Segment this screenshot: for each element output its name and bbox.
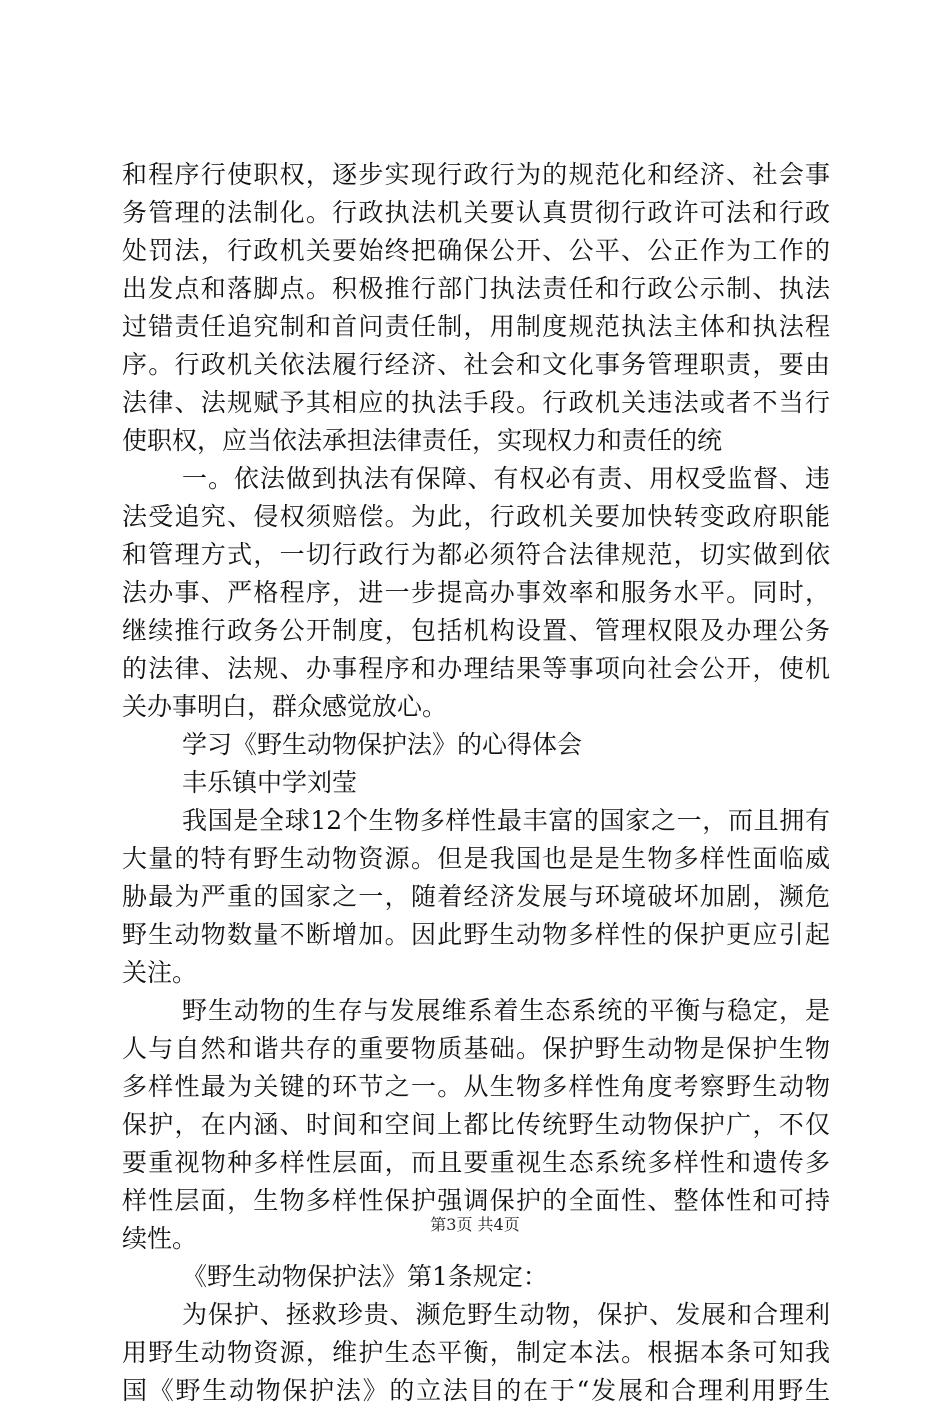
text-line: 大量的特有野生动物资源。但是我国也是是生物多样性面临威 xyxy=(122,844,830,873)
text-line: 野生动物的生存与发展维系着生态系统的平衡与稳定，是 xyxy=(182,996,830,1025)
text-line: 国《野生动物保护法》的立法目的在于“发展和合理利用野生 xyxy=(122,1376,830,1405)
text-line: 《野生动物保护法》第1条规定： xyxy=(182,1262,548,1291)
text-line: 序。行政机关依法履行经济、社会和文化事务管理职责，要由 xyxy=(122,350,830,379)
text-line: 和程序行使职权，逐步实现行政行为的规范化和经济、社会事 xyxy=(122,160,830,189)
text-line: 过错责任追究制和首问责任制，用制度规范执法主体和执法程 xyxy=(122,312,830,341)
text-line: 胁最为严重的国家之一，随着经济发展与环境破坏加剧，濒危 xyxy=(122,882,830,911)
text-line: 续性。 xyxy=(122,1224,198,1253)
text-line: 法律、法规赋予其相应的执法手段。行政机关违法或者不当行 xyxy=(122,388,830,417)
text-line: 处罚法，行政机关要始终把确保公开、公平、公正作为工作的 xyxy=(122,236,830,265)
text-line: 法受追究、侵权须赔偿。为此，行政机关要加快转变政府职能 xyxy=(122,502,830,531)
text-line: 人与自然和谐共存的重要物质基础。保护野生动物是保护生物 xyxy=(122,1034,830,1063)
text-line: 多样性最为关键的环节之一。从生物多样性角度考察野生动物 xyxy=(122,1072,830,1101)
text-line: 使职权，应当依法承担法律责任，实现权力和责任的统 xyxy=(122,426,723,455)
text-line: 关注。 xyxy=(122,958,198,987)
text-line: 为保护、拯救珍贵、濒危野生动物，保护、发展和合理利 xyxy=(182,1300,830,1329)
text-line: 务管理的法制化。行政执法机关要认真贯彻行政许可法和行政 xyxy=(122,198,830,227)
text-line: 我国是全球12个生物多样性最丰富的国家之一，而且拥有 xyxy=(182,806,830,835)
text-line: 出发点和落脚点。积极推行部门执法责任和行政公示制、执法 xyxy=(122,274,830,303)
text-line: 继续推行政务公开制度，包括机构设置、管理权限及办理公务 xyxy=(122,616,830,645)
text-line: 保护，在内涵、时间和空间上都比传统野生动物保护广，不仅 xyxy=(122,1110,830,1139)
page-footer xyxy=(0,1214,950,1236)
text-line: 关办事明白，群众感觉放心。 xyxy=(122,692,448,721)
text-line: 用野生动物资源，维护生态平衡，制定本法。根据本条可知我 xyxy=(122,1338,830,1367)
text-line: 样性层面，生物多样性保护强调保护的全面性、整体性和可持 xyxy=(122,1186,830,1215)
text-line: 法办事、严格程序，进一步提高办事效率和服务水平。同时， xyxy=(122,578,830,607)
text-line: 一。依法做到执法有保障、有权必有责、用权受监督、违 xyxy=(182,464,830,493)
document-title: 学习《野生动物保护法》的心得体会 xyxy=(182,730,583,759)
text-line: 要重视物种多样性层面，而且要重视生态系统多样性和遗传多 xyxy=(122,1148,830,1177)
text-line: 野生动物数量不断增加。因此野生动物多样性的保护更应引起 xyxy=(122,920,830,949)
document-author: 丰乐镇中学刘莹 xyxy=(182,768,358,797)
text-line: 和管理方式，一切行政行为都必须符合法律规范，切实做到依 xyxy=(122,540,830,569)
page-number-label: 第3页 共4页 xyxy=(430,1215,520,1234)
text-line: 的法律、法规、办事程序和办理结果等事项向社会公开，使机 xyxy=(122,654,830,683)
